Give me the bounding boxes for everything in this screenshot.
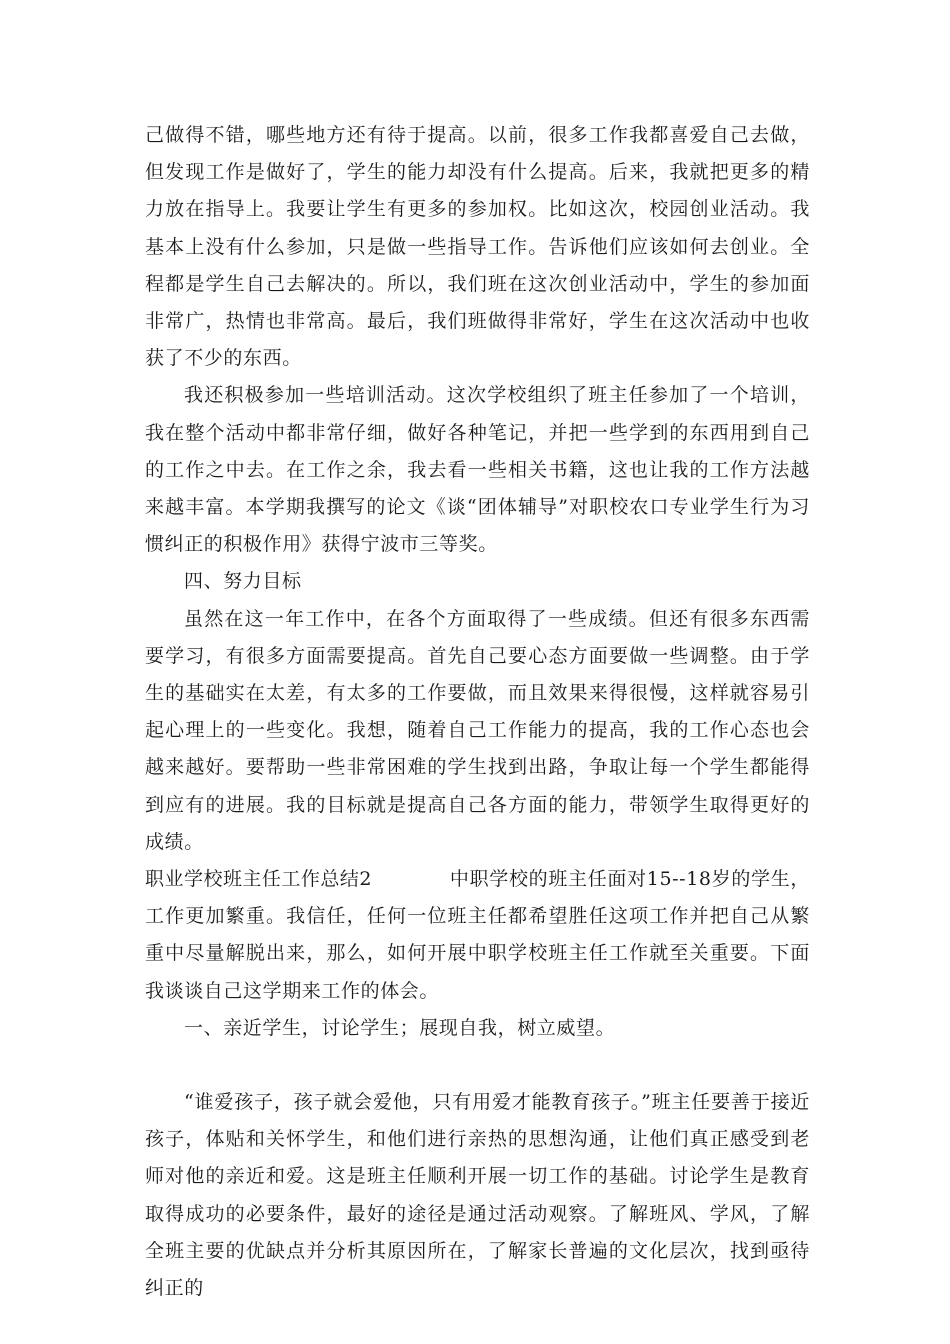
paragraph-love-children: “谁爱孩子，孩子就会爱他，只有用爱才能教育孩子。”班主任要善于接近孩子，体贴和关怀学生，和他们进行亲热的思想沟通，让他们真正感受到老师对他的亲近和爱。这是班主任顺利开展一切工作的基础。讨论学生是教育取得成功的必要条件，最好的途径是通过活动观察。了解班风、学风，了解全班主要的优缺点并分析其原因所在，了解家长普遍的文化层次，找到亟待纠正的 [145,1091,810,1300]
section-heading-approach-students: 一、亲近学生，讨论学生；展现自我，树立威望。 [184,1016,616,1039]
document-page [145,117,810,1307]
section-heading-goals: 四、努力目标 [184,570,302,593]
paragraph-continuation: 己做得不错，哪些地方还有待于提高。以前，很多工作我都喜爱自己去做，但发现工作是做好了，学生的能力却没有什么提高。后来，我就把更多的精力放在指导上。我要让学生有更多的参加权。比如这次，校园创业活动。我基本上没有什么参加，只是做一些指导工作。告诉他们应该如何去创业。全程都是学生自己去解决的。所以，我们班在这次创业活动中，学生的参加面非常广，热情也非常高。最后，我们班做得非常好，学生在这次活动中也收获了不少的东西。 [145,124,810,370]
paragraph-summary-2 [145,861,810,1010]
paragraph-training: 我还积极参加一些培训活动。这次学校组织了班主任参加了一个培训，我在整个活动中都非常仔细，做好各种笔记，并把一些学到的东西用到自己的工作之中去。在工作之余，我去看一些相关书籍，这也让我的工作方法越来越丰富。本学期我撰写的论文《谈“团体辅导”对职校农口专业学生行为习惯纠正的积极作用》获得宁波市三等奖。 [145,384,810,556]
blank-line [145,1047,810,1084]
paragraph-goals: 虽然在这一年工作中，在各个方面取得了一些成绩。但还有很多东西需要学习，有很多方面需要提高。首先自己要心态方面要做一些调整。由于学生的基础实在太差，有太多的工作要做，而且效果来得很慢，这样就容易引起心理上的一些变化。我想，随着自己工作能力的提高，我的工作心态也会越来越好。要帮助一些非常困难的学生找到出路，争取让每一个学生都能得到应有的进展。我的目标就是提高自己各方面的能力，带领学生取得更好的成绩。 [145,607,810,853]
paragraph-summary-2-body: 中职学校的班主任面对15--18岁的学生，工作更加繁重。我信任，任何一位班主任都希望胜任这项工作并把自己从繁重中尽量解脱出来，那么，如何开展中职学校班主任工作就至关重要。下面我谈谈自己这学期来工作的体会。 [145,868,811,1002]
document-title-2: 职业学校班主任工作总结2 [145,868,372,891]
